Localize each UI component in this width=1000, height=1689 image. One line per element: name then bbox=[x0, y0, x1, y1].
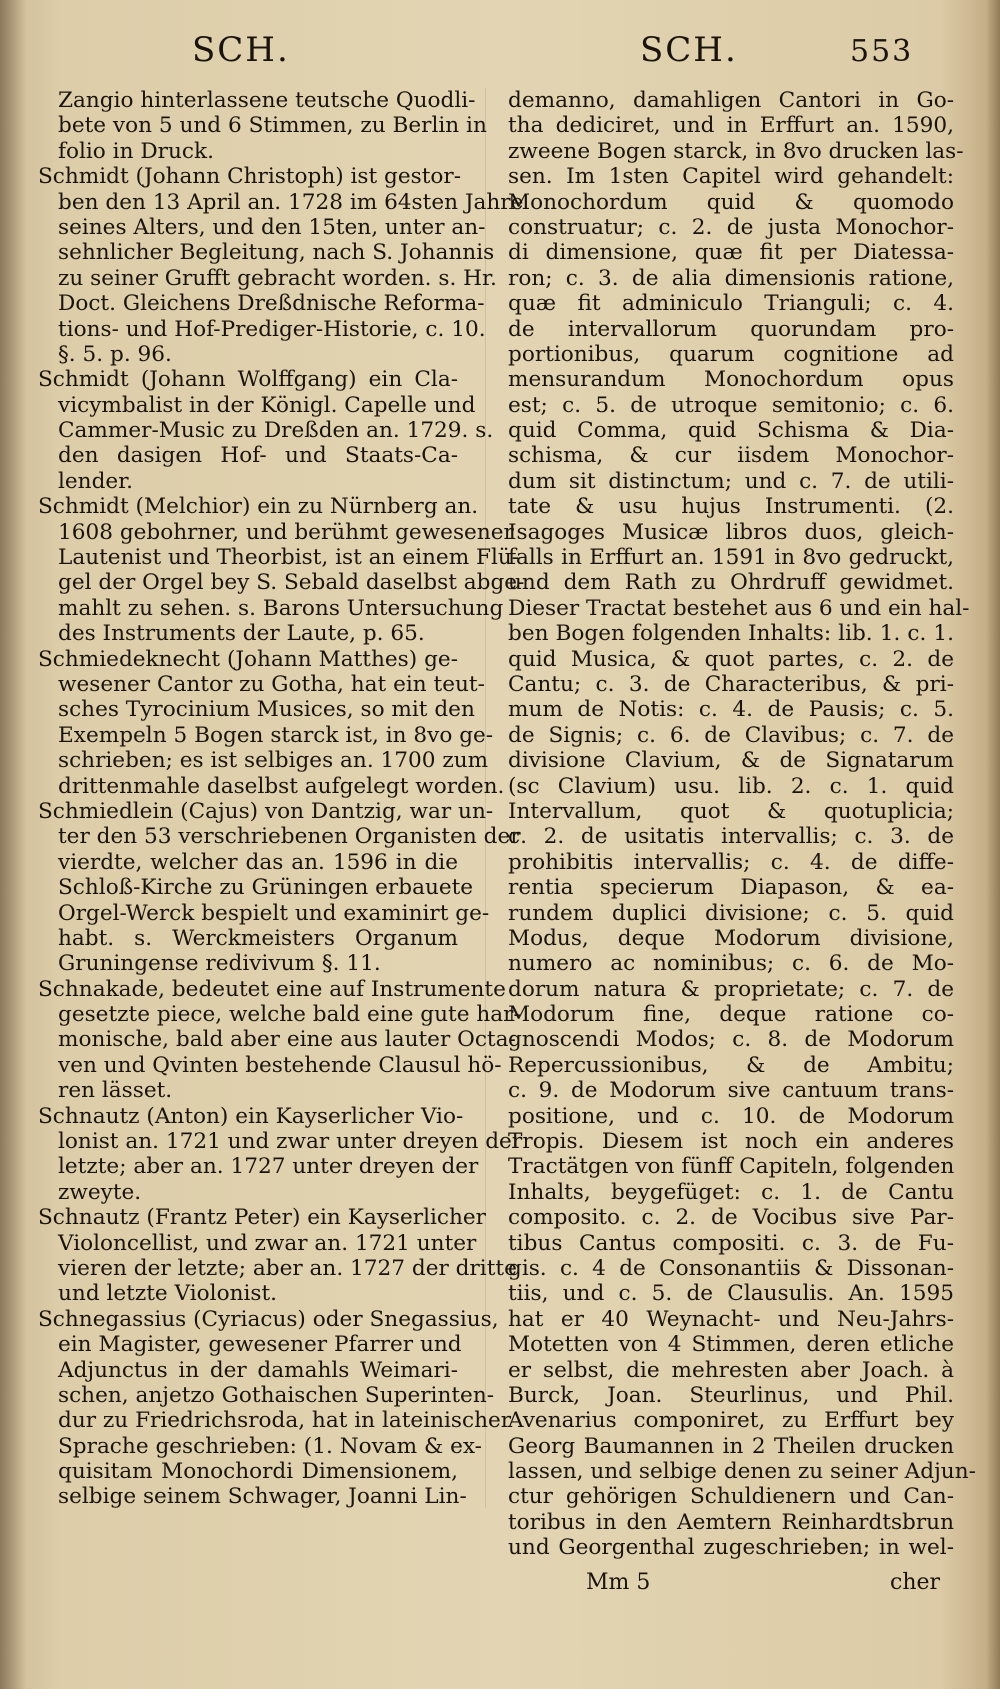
text-line: mum de Notis: c. 4. de Pausis; c. 5. bbox=[508, 697, 954, 723]
text-line: construatur; c. 2. de justa Monochor- bbox=[508, 214, 954, 240]
text-line: de Signis; c. 6. de Clavibus; c. 7. de bbox=[508, 722, 954, 748]
catchword: cher bbox=[890, 1570, 941, 1595]
text-line: Sprache geschrieben: (1. Novam & ex- bbox=[58, 1433, 482, 1459]
text-line: Zangio hinterlassene teutsche Quodli- bbox=[58, 88, 476, 113]
text-line: mahlt zu sehen. s. Barons Untersuchung bbox=[58, 595, 504, 621]
text-line: hat er 40 Weynacht- und Neu-Jahrs- bbox=[508, 1306, 954, 1332]
text-line: Monochordum quid & quomodo bbox=[508, 189, 954, 215]
text-line: zweene Bogen starck, in 8vo drucken las- bbox=[508, 138, 964, 164]
text-line: folio in Druck. bbox=[58, 138, 214, 164]
running-head-right: SCH. bbox=[640, 30, 738, 70]
text-line: di dimensione, quæ fit per Diatessa- bbox=[508, 240, 954, 266]
text-line: gesetzte piece, welche bald eine gute har- bbox=[58, 1002, 521, 1028]
left-column bbox=[38, 88, 525, 1510]
text-line: positione, und c. 10. de Modorum bbox=[508, 1103, 954, 1129]
text-line: Exempeln 5 Bogen starck ist, in 8vo ge- bbox=[58, 722, 494, 748]
text-line: demanno, damahligen Cantori in Go- bbox=[508, 88, 954, 113]
text-line: vicymbalist in der Königl. Capelle und bbox=[58, 392, 476, 418]
text-line: Lautenist und Theorbist, ist an einem Flü- bbox=[58, 545, 520, 571]
text-line: Schmiedeknecht (Johann Matthes) ge- bbox=[38, 646, 458, 672]
text-line: ein Magister, gewesener Pfarrer und bbox=[58, 1332, 462, 1358]
text-line: tions- und Hof-Prediger-Historie, c. 10. bbox=[58, 316, 486, 342]
text-line: ven und Qvinten bestehende Clausul hö- bbox=[58, 1052, 502, 1078]
text-line: schisma, & cur iisdem Monochor- bbox=[508, 443, 954, 469]
text-line: monische, bald aber eine aus lauter Octa- bbox=[58, 1027, 516, 1053]
text-line: (sc Clavium) usu. lib. 2. c. 1. quid bbox=[508, 773, 954, 799]
text-line: tha dediciret, und in Erffurt an. 1590, bbox=[508, 113, 954, 139]
text-line: letzte; aber an. 1727 unter dreyen der bbox=[58, 1154, 479, 1180]
text-line: Schloß-Kirche zu Grüningen erbauete bbox=[58, 875, 474, 901]
text-line: Modus, deque Modorum divisione, bbox=[508, 925, 954, 951]
text-line: 1608 gebohrner, und berühmt gewesener bbox=[58, 519, 514, 545]
text-line: Schnautz (Frantz Peter) ein Kayserlicher bbox=[38, 1205, 486, 1231]
text-line: Cantu; c. 3. de Characteribus, & pri- bbox=[508, 671, 954, 697]
text-line: ben den 13 April an. 1728 im 64sten Jahre bbox=[58, 189, 524, 215]
text-line: des Instruments der Laute, p. 65. bbox=[58, 621, 425, 647]
text-line: Schmidt (Johann Wolffgang) ein Cla- bbox=[38, 367, 458, 393]
text-line: ron; c. 3. de alia dimensionis ratione, bbox=[508, 265, 954, 291]
text-line: vierdte, welcher das an. 1596 in die bbox=[58, 849, 458, 875]
text-line: ctur gehörigen Schuldienern und Can- bbox=[508, 1484, 954, 1510]
text-line: quid Comma, quid Schisma & Dia- bbox=[508, 418, 954, 444]
text-line: gnoscendi Modos; c. 8. de Modorum bbox=[508, 1027, 954, 1053]
text-line: sches Tyrocinium Musices, so mit den bbox=[58, 697, 475, 723]
text-line: Avenarius componiret, zu Erffurt bey bbox=[508, 1408, 954, 1434]
page-edge-shadow bbox=[986, 0, 1000, 1689]
signature-mark: Mm 5 bbox=[586, 1570, 651, 1595]
text-line: Gruningense redivivum §. 11. bbox=[58, 951, 381, 977]
text-line: Repercussionibus, & de Ambitu; bbox=[508, 1052, 954, 1078]
text-line: rentia specierum Diapason, & ea- bbox=[508, 875, 954, 901]
text-line: schrieben; es ist selbiges an. 1700 zum bbox=[58, 748, 489, 774]
text-line: und letzte Violonist. bbox=[58, 1281, 278, 1307]
text-line: falls in Erffurt an. 1591 in 8vo gedruckt, bbox=[508, 545, 954, 571]
text-line: dum sit distinctum; und c. 7. de utili- bbox=[508, 468, 954, 494]
text-line: prohibitis intervallis; c. 4. de diffe- bbox=[508, 849, 954, 875]
text-line: tate & usu hujus Instrumenti. (2. bbox=[508, 494, 954, 520]
text-line: bete von 5 und 6 Stimmen, zu Berlin in bbox=[58, 113, 487, 139]
text-line: Cammer-Music zu Dreßden an. 1729. s. bbox=[58, 418, 494, 444]
text-line: ter den 53 verschriebenen Organisten der bbox=[58, 824, 521, 850]
text-line: sen. Im 1sten Capitel wird gehandelt: bbox=[508, 164, 954, 190]
text-line: den dasigen Hof- und Staats-Ca- bbox=[58, 443, 458, 469]
text-line: Schnakade, bedeutet eine auf Instrumente bbox=[38, 976, 506, 1002]
text-line: ren lässet. bbox=[58, 1078, 173, 1104]
text-line: Schnautz (Anton) ein Kayserlicher Vio- bbox=[38, 1103, 464, 1129]
text-line: quæ fit adminiculo Trianguli; c. 4. bbox=[508, 291, 954, 317]
text-line: schen, anjetzo Gothaischen Superinten- bbox=[58, 1382, 495, 1408]
text-line: gel der Orgel bey S. Sebald daselbst abge- bbox=[58, 570, 525, 596]
text-line: quisitam Monochordi Dimensionem, bbox=[58, 1459, 458, 1485]
text-line: Doct. Gleichens Dreßdnische Reforma- bbox=[58, 291, 485, 317]
text-line: c. 2. de usitatis intervallis; c. 3. de bbox=[508, 824, 954, 850]
text-line: Georg Baumannen in 2 Theilen drucken bbox=[508, 1433, 954, 1459]
text-line: Tropis. Diesem ist noch ein anderes bbox=[508, 1129, 954, 1155]
text-line: composito. c. 2. de Vocibus sive Par- bbox=[508, 1205, 954, 1231]
text-line: lonist an. 1721 und zwar unter dreyen der bbox=[58, 1129, 523, 1155]
text-line: selbige seinem Schwager, Joanni Lin- bbox=[58, 1484, 467, 1510]
text-line: vieren der letzte; aber an. 1727 der dritte bbox=[58, 1255, 517, 1281]
text-line: und dem Rath zu Ohrdruff gewidmet. bbox=[508, 570, 954, 596]
text-line: Schmidt (Melchior) ein zu Nürnberg an. bbox=[38, 494, 479, 520]
text-line: rundem duplici divisione; c. 5. quid bbox=[508, 900, 954, 926]
text-line: ben Bogen folgenden Inhalts: lib. 1. c. 1. bbox=[508, 621, 954, 647]
text-line: seines Alters, und den 15ten, unter an- bbox=[58, 214, 486, 240]
text-line: Modorum fine, deque ratione co- bbox=[508, 1002, 954, 1028]
text-line: sehnlicher Begleitung, nach S. Johannis bbox=[58, 240, 495, 266]
text-line: c. 9. de Modorum sive cantuum trans- bbox=[508, 1078, 954, 1104]
text-line: est; c. 5. de utroque semitonio; c. 6. bbox=[508, 392, 954, 418]
right-column bbox=[508, 88, 976, 1561]
text-line: Orgel-Werck bespielt und examinirt ge- bbox=[58, 900, 490, 926]
text-line: Dieser Tractat bestehet aus 6 und ein hal- bbox=[508, 595, 970, 621]
text-line: Motetten von 4 Stimmen, deren etliche bbox=[508, 1332, 954, 1358]
running-head-left: SCH. bbox=[192, 30, 290, 70]
text-line: lender. bbox=[58, 468, 134, 494]
text-line: dur zu Friedrichsroda, hat in lateinischer bbox=[58, 1408, 512, 1434]
text-line: zu seiner Grufft gebracht worden. s. Hr. bbox=[58, 265, 497, 291]
text-line: und Georgenthal zugeschrieben; in wel- bbox=[508, 1535, 954, 1561]
page-gutter-shadow bbox=[0, 0, 26, 1689]
text-line: divisione Clavium, & de Signatarum bbox=[508, 748, 954, 774]
page-number: 553 bbox=[850, 34, 914, 69]
text-line: habt. s. Werckmeisters Organum bbox=[58, 925, 458, 951]
text-line: Tractätgen von fünff Capiteln, folgenden bbox=[508, 1154, 955, 1180]
text-line: drittenmahle daselbst aufgelegt worden. bbox=[58, 773, 505, 799]
text-line: portionibus, quarum cognitione ad bbox=[508, 341, 954, 367]
text-line: er selbst, die mehresten aber Joach. à bbox=[508, 1357, 954, 1383]
text-line: dorum natura & proprietate; c. 7. de bbox=[508, 976, 954, 1002]
text-line: §. 5. p. 96. bbox=[58, 341, 172, 367]
text-line: tibus Cantus compositi. c. 3. de Fu- bbox=[508, 1230, 954, 1256]
text-line: Schmidt (Johann Christoph) ist gestor- bbox=[38, 164, 462, 190]
text-line: toribus in den Aemtern Reinhardtsbrun bbox=[508, 1509, 954, 1535]
text-line: Isagoges Musicæ libros duos, gleich- bbox=[508, 519, 954, 545]
text-line: gis. c. 4 de Consonantiis & Dissonan- bbox=[508, 1255, 954, 1281]
text-line: Violoncellist, und zwar an. 1721 unter bbox=[58, 1230, 477, 1256]
text-line: Schnegassius (Cyriacus) oder Snegassius, bbox=[38, 1306, 499, 1332]
text-line: quid Musica, & quot partes, c. 2. de bbox=[508, 646, 954, 672]
text-line: Adjunctus in der damahls Weimari- bbox=[58, 1357, 458, 1383]
text-line: Intervallum, quot & quotuplicia; bbox=[508, 798, 954, 824]
text-line: zweyte. bbox=[58, 1179, 142, 1205]
text-line: lassen, und selbige denen zu seiner Adjun- bbox=[508, 1459, 976, 1485]
text-line: Schmiedlein (Cajus) von Dantzig, war un- bbox=[38, 798, 494, 824]
text-line: Inhalts, beygefüget: c. 1. de Cantu bbox=[508, 1179, 954, 1205]
text-line: Burck, Joan. Steurlinus, und Phil. bbox=[508, 1382, 954, 1408]
text-line: de intervallorum quorundam pro- bbox=[508, 316, 954, 342]
text-line: mensurandum Monochordum opus bbox=[508, 367, 954, 393]
text-line: numero ac nominibus; c. 6. de Mo- bbox=[508, 951, 954, 977]
text-line: tiis, und c. 5. de Clausulis. An. 1595 bbox=[508, 1281, 954, 1307]
text-line: wesener Cantor zu Gotha, hat ein teut- bbox=[58, 671, 485, 697]
